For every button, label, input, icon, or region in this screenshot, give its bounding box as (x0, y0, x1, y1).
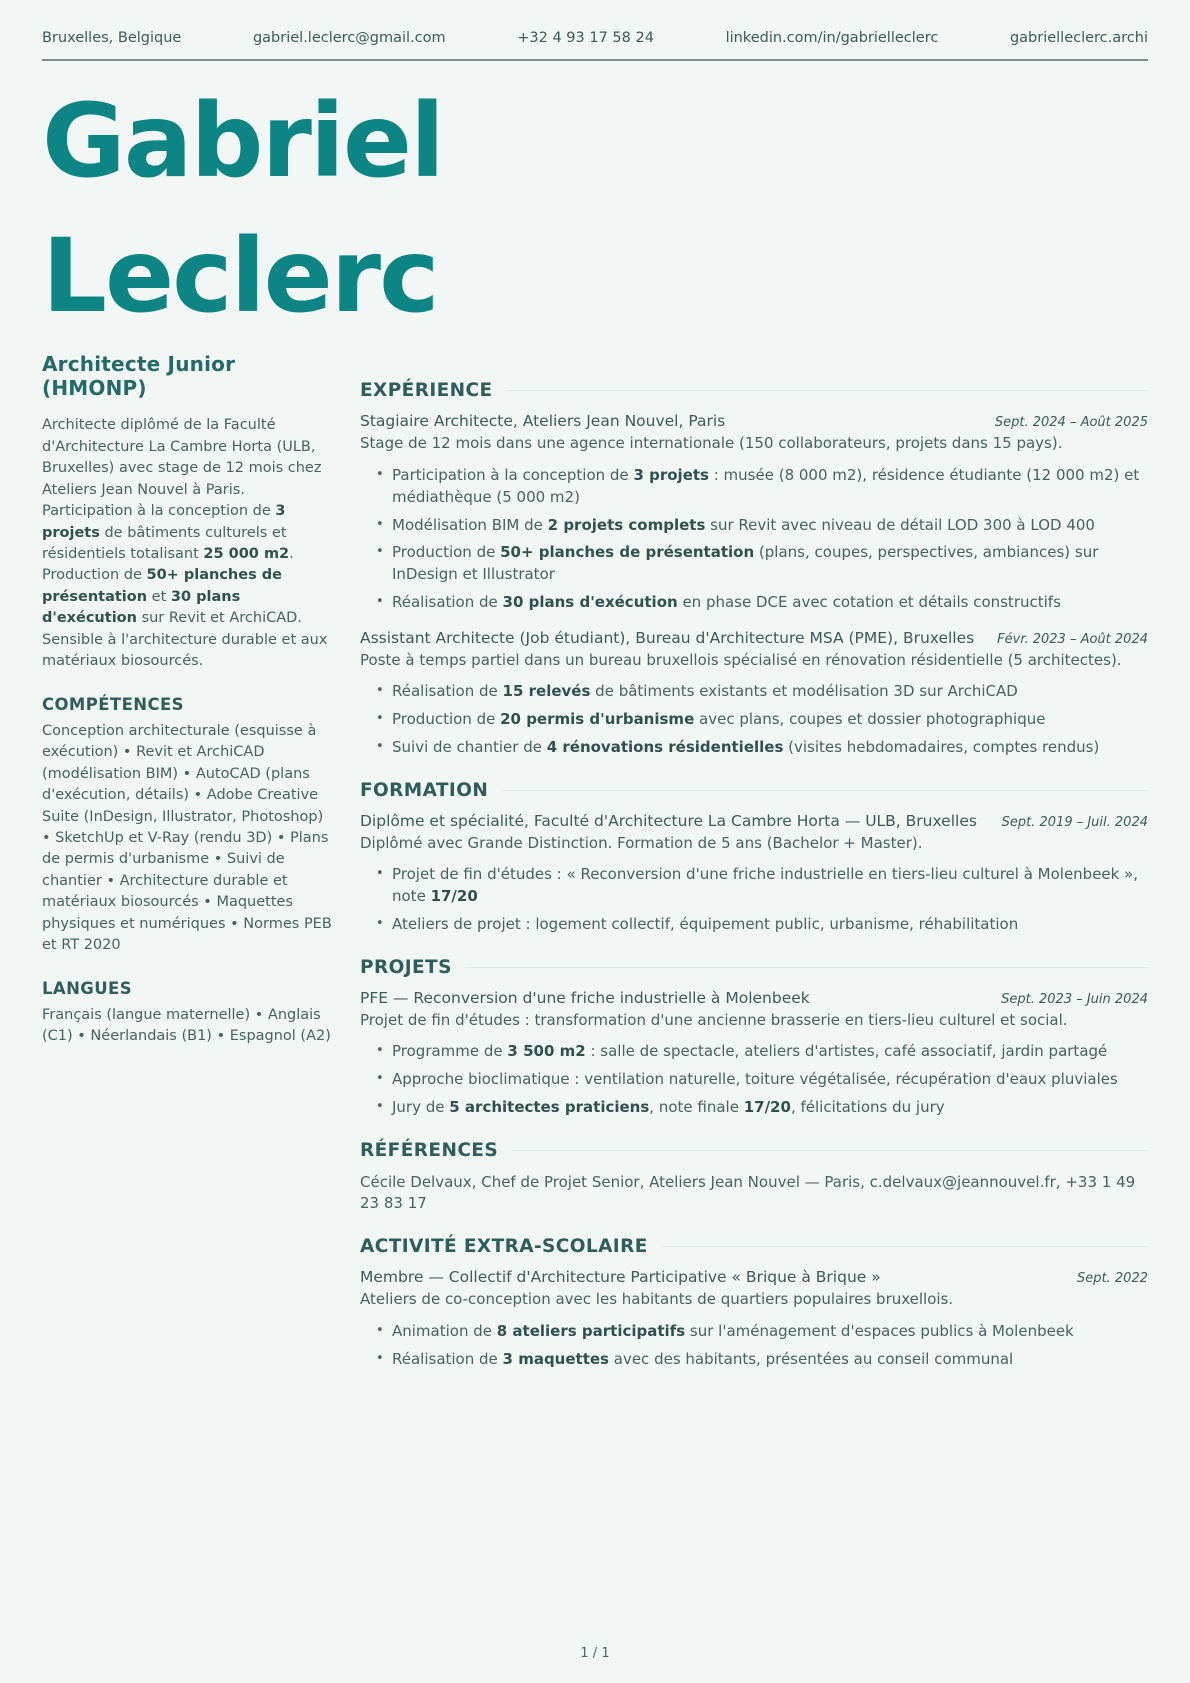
entry (360, 812, 1148, 936)
entry-summary: Poste à temps partiel dans un bureau bruxellois spécialisé en rénovation résidentielle (5 architectes). (360, 650, 1122, 669)
text-segment: avec des habitants, présentées au conseil communal (608, 1349, 1014, 1368)
contact-website[interactable]: gabrielleclerc.archi (1009, 30, 1148, 46)
bullet-list (360, 465, 1148, 614)
bullet-item (376, 592, 1148, 614)
languages-heading: LANGUES (42, 978, 132, 998)
entry-summary: Projet de fin d'études : transformation d'une ancienne brasserie en tiers-lieu culturel et social. (360, 1010, 1068, 1029)
entry-summary: Stage de 12 mois dans une agence internationale (150 collaborateurs, projets dans 15 pays). (360, 434, 1063, 453)
languages-text: Français (langue maternelle) • Anglais (C1) • Néerlandais (B1) • Espagnol (A2) (42, 1006, 331, 1045)
highlight-text: 3 projets (42, 503, 286, 541)
bullet-item (376, 1349, 1148, 1371)
text-segment: Réalisation de (392, 682, 503, 701)
entry-header (360, 1268, 1148, 1286)
text-segment: Jury de (392, 1097, 450, 1116)
entry-summary: Cécile Delvaux, Chef de Projet Senior, Ateliers Jean Nouvel — Paris, c.delvaux@jeannouvel.fr, +33 1 49 23 83 17 (360, 1172, 1136, 1213)
bullet-list (360, 1041, 1148, 1118)
job-title: Architecte Junior (HMONP) (42, 352, 236, 401)
text-segment: Approche bioclimatique : ventilation naturelle, toiture végétalisée, récupération d'eaux pluviales (392, 1070, 1118, 1088)
heading-rule-line (662, 1246, 1148, 1247)
entry-summary: Ateliers de co-conception avec les habitants de quartiers populaires bruxellois. (360, 1290, 954, 1308)
heading-rule-line (512, 1150, 1148, 1151)
entry-title: Membre — Collectif d'Architecture Participative « Brique à Brique » (360, 1268, 881, 1286)
text-segment: , note finale (649, 1097, 744, 1116)
section-heading: EXPÉRIENCE (360, 380, 493, 402)
text-segment: Architecte diplômé de la Faculté d'Architecture La Cambre Horta (ULB, Bruxelles) avec stage de 12 mois chez Ateliers Jean Nouvel à Paris. Participation à la conception de (42, 417, 322, 520)
highlight-text: 8 ateliers participatifs (496, 1321, 686, 1340)
section-projets (360, 957, 1148, 1119)
contact-phone: +32 4 93 17 58 24 (517, 30, 654, 46)
text-segment: : salle de spectacle, ateliers d'artistes, café associatif, jardin partagé (585, 1042, 1108, 1061)
sidebar (42, 352, 334, 1047)
highlight-text: 3 maquettes (502, 1349, 609, 1368)
text-segment: (plans, coupes, perspectives, ambiances) sur InDesign et Illustrator (392, 543, 1099, 583)
text-segment: Animation de (392, 1321, 497, 1340)
entry-date: Sept. 2024 – Août 2025 (994, 415, 1148, 431)
text-segment: sur l'aménagement d'espaces publics à Molenbeek (685, 1321, 1074, 1340)
entry (360, 412, 1148, 613)
highlight-text: 4 rénovations résidentielles (546, 737, 784, 756)
text-segment: . Production de (42, 545, 294, 584)
highlight-text: 25 000 m2 (203, 545, 290, 562)
text-segment: : musée (8 000 m2), résidence étudiante (12 000 m2) et médiathèque (5 000 m2) (392, 466, 1140, 506)
entry-header (360, 629, 1148, 647)
text-segment: , félicitations du jury (790, 1097, 945, 1116)
text-segment: (visites hebdomadaires, comptes rendus) (783, 737, 1100, 756)
entry-date: Sept. 2022 (1077, 1271, 1148, 1286)
bullet-item (376, 914, 1148, 936)
highlight-text: 17/20 (430, 887, 478, 905)
entry (360, 629, 1148, 759)
bullet-item (376, 864, 1148, 908)
highlight-text: 3 500 m2 (507, 1042, 586, 1061)
section-heading-row (360, 780, 1148, 801)
highlight-text: 30 plans d'exécution (502, 592, 678, 611)
bullet-item (376, 1321, 1148, 1343)
main-sections (360, 352, 1148, 1391)
bullet-list (360, 681, 1148, 758)
entry-summary: Diplômé avec Grande Distinction. Formation de 5 ans (Bachelor + Master). (360, 833, 923, 852)
contact-email[interactable]: gabriel.leclerc@gmail.com (252, 30, 446, 46)
contact-linkedin[interactable]: linkedin.com/in/gabrielleclerc (725, 30, 939, 46)
section-heading: ACTIVITÉ EXTRA-SCOLAIRE (360, 1236, 648, 1257)
section-heading-row (360, 380, 1148, 401)
bullet-item (376, 1041, 1148, 1063)
text-segment: sur Revit avec niveau de détail LOD 300 à LOD 400 (705, 515, 1095, 534)
entry-header (360, 989, 1148, 1007)
section-activite-extra-scolaire (360, 1236, 1148, 1370)
bullet-item (376, 681, 1148, 703)
skills-heading: COMPÉTENCES (42, 694, 184, 714)
section-heading: RÉFÉRENCES (360, 1139, 499, 1161)
text-segment: Suivi de chantier de (392, 737, 547, 756)
bullet-list (360, 864, 1148, 935)
bullet-item (376, 737, 1148, 759)
last-name: Leclerc (42, 216, 438, 336)
entry-header (360, 812, 1148, 830)
profile-text (42, 415, 334, 672)
entry-date: Févr. 2023 – Août 2024 (997, 631, 1148, 647)
page-number: 1 / 1 (580, 1646, 610, 1661)
text-segment: de bâtiments culturels et résidentiels totalisant (42, 524, 287, 562)
text-segment: Ateliers de projet : logement collectif, équipement public, urbanisme, réhabilitation (392, 914, 1019, 933)
text-segment: Programme de (392, 1042, 508, 1061)
first-name: Gabriel (42, 82, 443, 201)
highlight-text: 3 projets (633, 466, 709, 484)
bullet-item (376, 1097, 1148, 1119)
section-heading: PROJETS (360, 956, 452, 978)
heading-rule-line (466, 967, 1148, 968)
text-segment: avec plans, coupes et dossier photographique (694, 710, 1046, 728)
highlight-text: 2 projets complets (547, 515, 706, 534)
text-segment: Réalisation de (392, 1349, 503, 1368)
text-segment: en phase DCE avec cotation et détails constructifs (677, 592, 1061, 611)
entry (360, 1268, 1148, 1370)
entry-title: Diplôme et spécialité, Faculté d'Architecture La Cambre Horta — ULB, Bruxelles (360, 811, 977, 830)
entry-title: Assistant Architecte (Job étudiant), Bureau d'Architecture MSA (PME), Bruxelles (360, 628, 975, 647)
text-segment: Production de (392, 543, 501, 562)
bullet-item (376, 1069, 1148, 1091)
contact-location: Bruxelles, Belgique (42, 30, 182, 46)
bullet-list (360, 1321, 1148, 1371)
bullet-item (376, 465, 1148, 509)
entry-date: Sept. 2019 – Juil. 2024 (1001, 814, 1148, 830)
entry-header (360, 412, 1148, 430)
highlight-text: 15 relevés (502, 682, 591, 701)
text-segment: Projet de fin d'études : « Reconversion d'une friche industrielle en tiers-lieu culturel à Molenbeek », note (392, 865, 1139, 905)
section-heading: FORMATION (360, 779, 489, 801)
entry-title: PFE — Reconversion d'une friche industrielle à Molenbeek (360, 988, 810, 1007)
entry-title: Stagiaire Architecte, Ateliers Jean Nouvel, Paris (360, 412, 726, 431)
section-experience (360, 380, 1148, 758)
heading-rule-line (507, 390, 1148, 391)
text-segment: Réalisation de (392, 592, 503, 611)
text-segment: de bâtiments existants et modélisation 3D sur ArchiCAD (590, 682, 1018, 701)
text-segment: Production de (392, 710, 501, 728)
highlight-text: 50+ planches de présentation (42, 567, 282, 605)
candidate-name (0, 61, 1190, 344)
bullet-item (376, 542, 1148, 586)
highlight-text: 30 plans d'exécution (42, 588, 241, 627)
text-segment: et (147, 588, 171, 605)
bullet-item (376, 709, 1148, 731)
section-heading-row (360, 1236, 1148, 1257)
entry-date: Sept. 2023 – Juin 2024 (1001, 991, 1148, 1007)
section-formation (360, 780, 1148, 936)
contact-bar (0, 0, 1190, 59)
section-heading-row (360, 1140, 1148, 1161)
highlight-text: 17/20 (743, 1097, 791, 1116)
highlight-text: 20 permis d'urbanisme (500, 710, 695, 728)
entry (360, 1172, 1148, 1216)
content-columns (0, 344, 1190, 1391)
skills-text: Conception architecturale (esquisse à exécution) • Revit et ArchiCAD (modélisation BIM) • AutoCAD (plans d'exécution, détails) • Adobe Creative Suite (InDesign, Illustrator, Photoshop) • SketchUp et V-Ray (rendu 3D) • Plans de permis d'urbanisme • Suivi de chantier • Architecture durable et matériaux biosourcés • Maquettes physiques et numériques • Normes PEB et RT 2020 (42, 722, 332, 954)
text-segment: sur Revit et ArchiCAD. Sensible à l'architecture durable et aux matériaux biosourcés. (42, 610, 328, 670)
section-references (360, 1140, 1148, 1216)
bullet-item (376, 515, 1148, 537)
heading-rule-line (502, 790, 1148, 791)
highlight-text: 5 architectes praticiens (449, 1097, 650, 1116)
highlight-text: 50+ planches de présentation (500, 543, 755, 562)
text-segment: Modélisation BIM de (392, 515, 548, 534)
section-heading-row (360, 957, 1148, 978)
entry (360, 989, 1148, 1119)
text-segment: Participation à la conception de (392, 466, 634, 484)
